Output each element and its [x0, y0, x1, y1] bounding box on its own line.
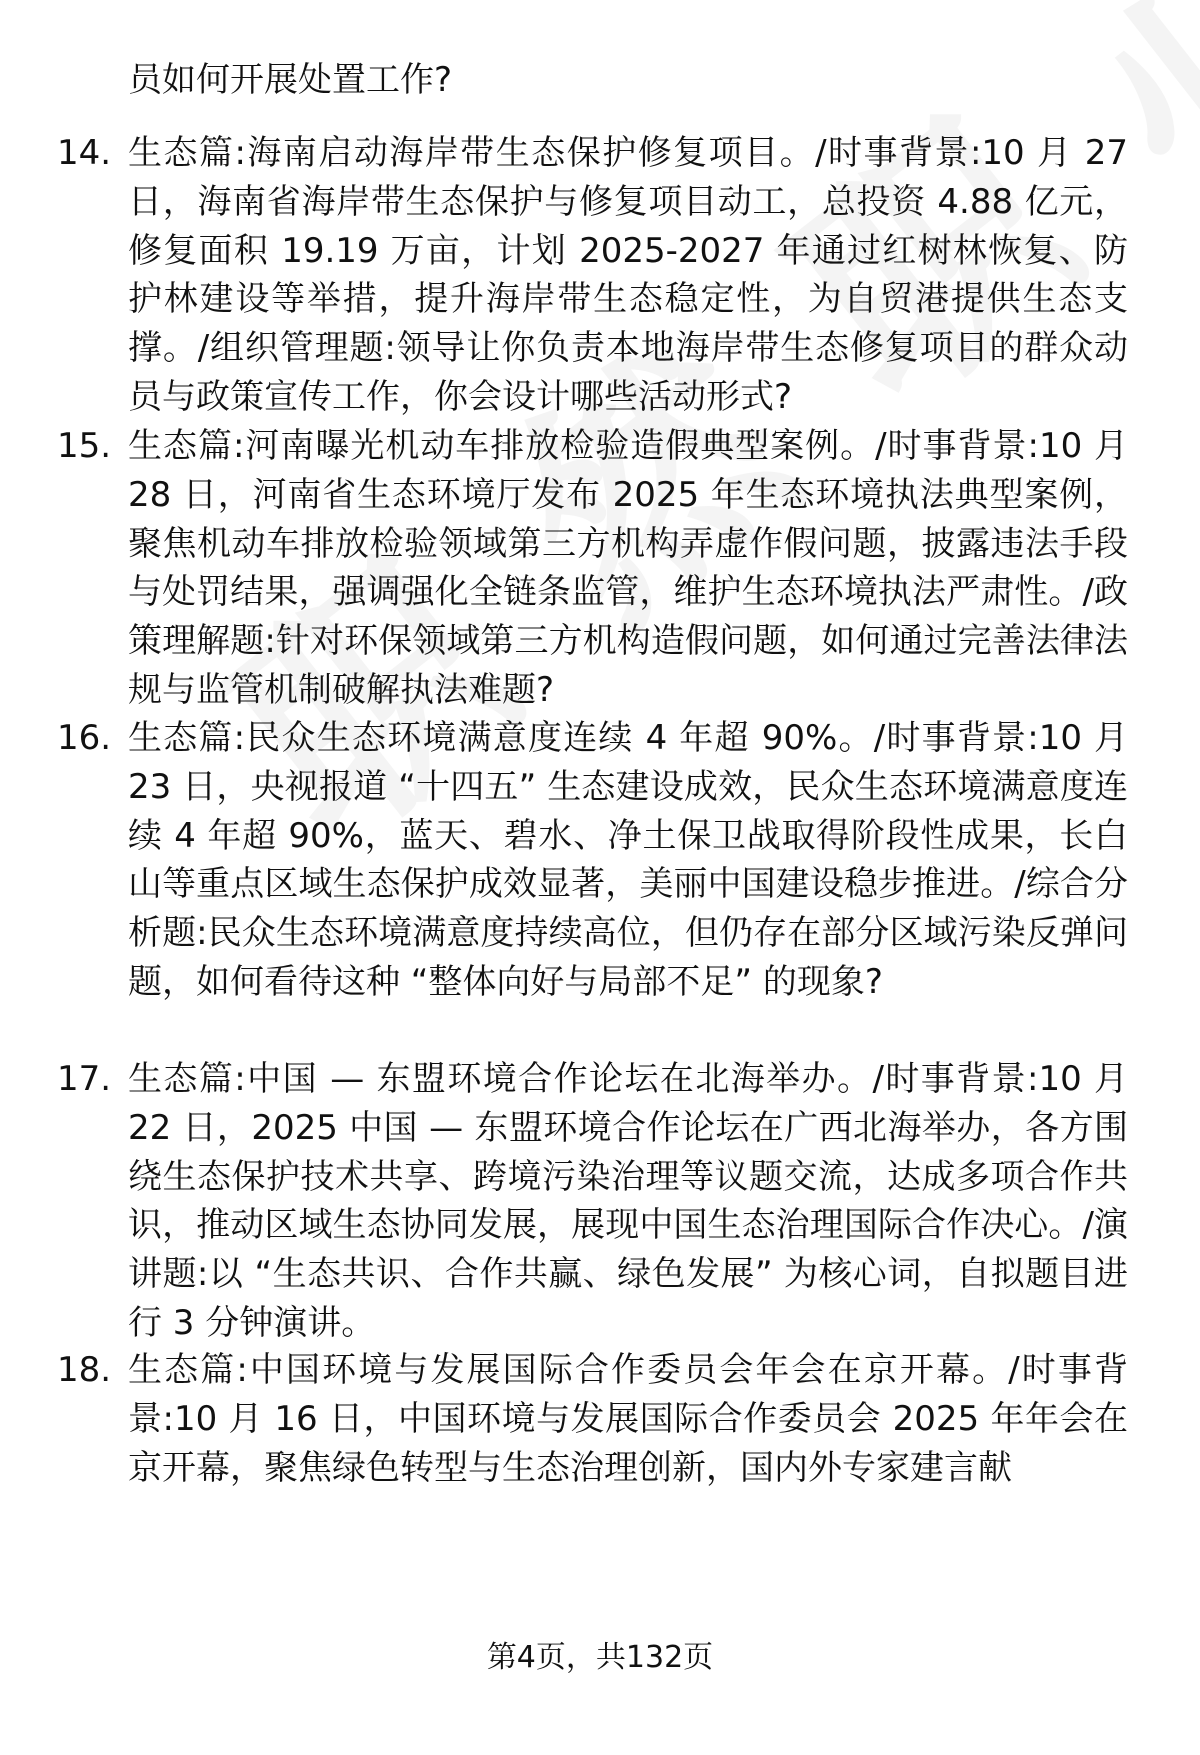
question-text: 生态篇:海南启动海岸带生态保护修复项目。/时事背景:10 月 27 日，海南省海岸带生态保护与修复项目动工，总投资 4.88 亿元，修复面积 19.19 万亩，计划 2025-2027 年通过红树林恢复、防护林建设等举措，提升海岸带生态稳定性，为自贸港提供生态支撑。/组织管理题:领导让你负责本地海岸带生态修复项目的群众动员与政策宣传工作，你会设计哪些活动形式? — [128, 133, 1128, 417]
question-item — [57, 1055, 1157, 1348]
question-number: 17. — [57, 1059, 112, 1099]
question-text: 生态篇:民众生态环境满意度连续 4 年超 90%。/时事背景:10 月 23 日，央视报道 “十四五” 生态建设成效，民众生态环境满意度连续 4 年超 90%，蓝天、碧水、净土保卫战取得阶段性成果，长白山等重点区域生态保护成效显著，美丽中国建设稳步推进。/综合分析题:民众生态环境满意度持续高位，但仍存在部分区域污染反弹问题，如何看待这种 “整体向好与局部不足” 的现象? — [128, 718, 1128, 1002]
question-item — [57, 129, 1157, 422]
question-text: 生态篇:中国 — 东盟环境合作论坛在北海举办。/时事背景:10 月 22 日，2025 中国 — 东盟环境合作论坛在广西北海举办，各方围绕生态保护技术共享、跨境污染治理等议题交流，达成多项合作共识，推动区域生态协同发展，展现中国生态治理国际合作决心。/演讲题:以 “生态共识、合作共赢、绿色发展” 为核心词，自拟题目进行 3 分钟演讲。 — [128, 1059, 1128, 1343]
page-footer: 第4页，共132页 — [486, 1640, 714, 1675]
question-item — [57, 714, 1157, 1007]
question-number: 14. — [57, 133, 112, 173]
question-number: 15. — [57, 426, 112, 466]
continuation-text: 员如何开展处置工作? — [128, 60, 453, 100]
question-item — [57, 422, 1157, 715]
question-number: 16. — [57, 718, 112, 758]
question-number: 18. — [57, 1350, 112, 1390]
question-text: 生态篇:河南曝光机动车排放检验造假典型案例。/时事背景:10 月 28 日，河南省生态环境厅发布 2025 年生态环境执法典型案例，聚焦机动车排放检验领域第三方机构弄虚作假问题，披露违法手段与处罚结果，强调强化全链条监管，维护生态环境执法严肃性。/政策理解题:针对环保领域第三方机构造假问题，如何通过完善法律法规与监管机制破解执法难题? — [128, 426, 1128, 710]
question-item — [57, 1346, 1157, 1492]
question-text: 生态篇:中国环境与发展国际合作委员会年会在京开幕。/时事背景:10 月 16 日，中国环境与发展国际合作委员会 2025 年年会在京开幕，聚焦绿色转型与生态治理创新，国内外专家建言献 — [128, 1350, 1128, 1488]
